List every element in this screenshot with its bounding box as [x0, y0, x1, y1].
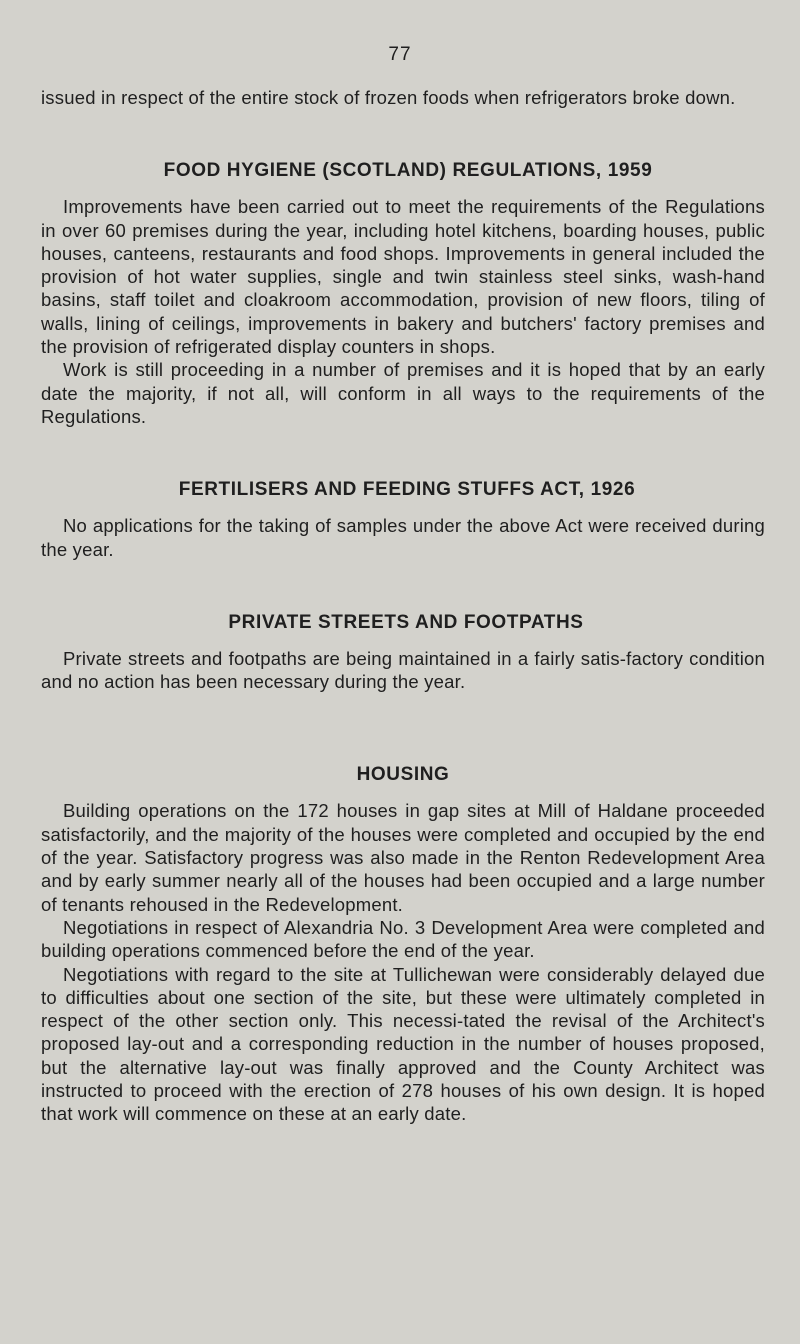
private-streets-paragraph-1: Private streets and footpaths are being maintained in a fairly satis-factory condition and no action has been necessary during the year.	[41, 647, 765, 693]
housing-paragraph-3: Negotiations with regard to the site at Tullichewan were considerably delayed due to difficulties about one section of the site, but these were ultimately completed in respect of the other section only. This necessi-tated the revisal of the Architect's proposed lay-out and a corresponding reduction in the number of houses proposed, but the alternative lay-out was finally approved and the County Architect was instructed to proceed with the erection of 278 houses of his own design. It is hoped that work will commence on these at an early date.	[41, 963, 765, 1125]
housing-paragraph-1: Building operations on the 172 houses in gap sites at Mill of Haldane proceeded satisfactorily, and the majority of the houses were completed and occupied by the end of the year. Satisfactory progress was also made in the Renton Redevelopment Area and by early summer nearly all of the houses had been occupied and a large number of tenants rehoused in the Redevelopment.	[41, 800, 765, 915]
heading-private-streets: PRIVATE STREETS AND FOOTPATHS	[228, 611, 584, 633]
food-hygiene-paragraph-1: Improvements have been carried out to meet the requirements of the Regulations in over 60 premises during the year, including hotel kitchens, boarding houses, public houses, canteens, restaurants and food shops. Improvements in general included the provision of hot water supplies, single and twin stainless steel sinks, wash-hand basins, staff toilet and cloakroom accommodation, provision of new floors, tiling of walls, lining of ceilings, improvements in bakery and butchers' factory premises and the provision of refrigerated display counters in shops.	[41, 196, 765, 358]
housing-paragraph-2: Negotiations in respect of Alexandria No. 3 Development Area were completed and building operations commenced before the end of the year.	[41, 916, 765, 962]
food-hygiene-paragraph-2: Work is still proceeding in a number of premises and it is hoped that by an early date the majority, if not all, will conform in all ways to the requirements of the Regulations.	[41, 359, 765, 427]
page-number: 77	[388, 44, 412, 65]
fertilisers-paragraph-1: No applications for the taking of samples under the above Act were received during the year.	[41, 515, 765, 560]
heading-housing: HOUSING	[356, 764, 450, 786]
heading-food-hygiene: FOOD HYGIENE (SCOTLAND) REGULATIONS, 1959	[163, 160, 653, 182]
page-body	[41, 86, 765, 1126]
intro-paragraph: issued in respect of the entire stock of frozen foods when refrigerators broke down.	[41, 87, 736, 108]
heading-fertilisers: FERTILISERS AND FEEDING STUFFS ACT, 1926	[178, 479, 636, 501]
